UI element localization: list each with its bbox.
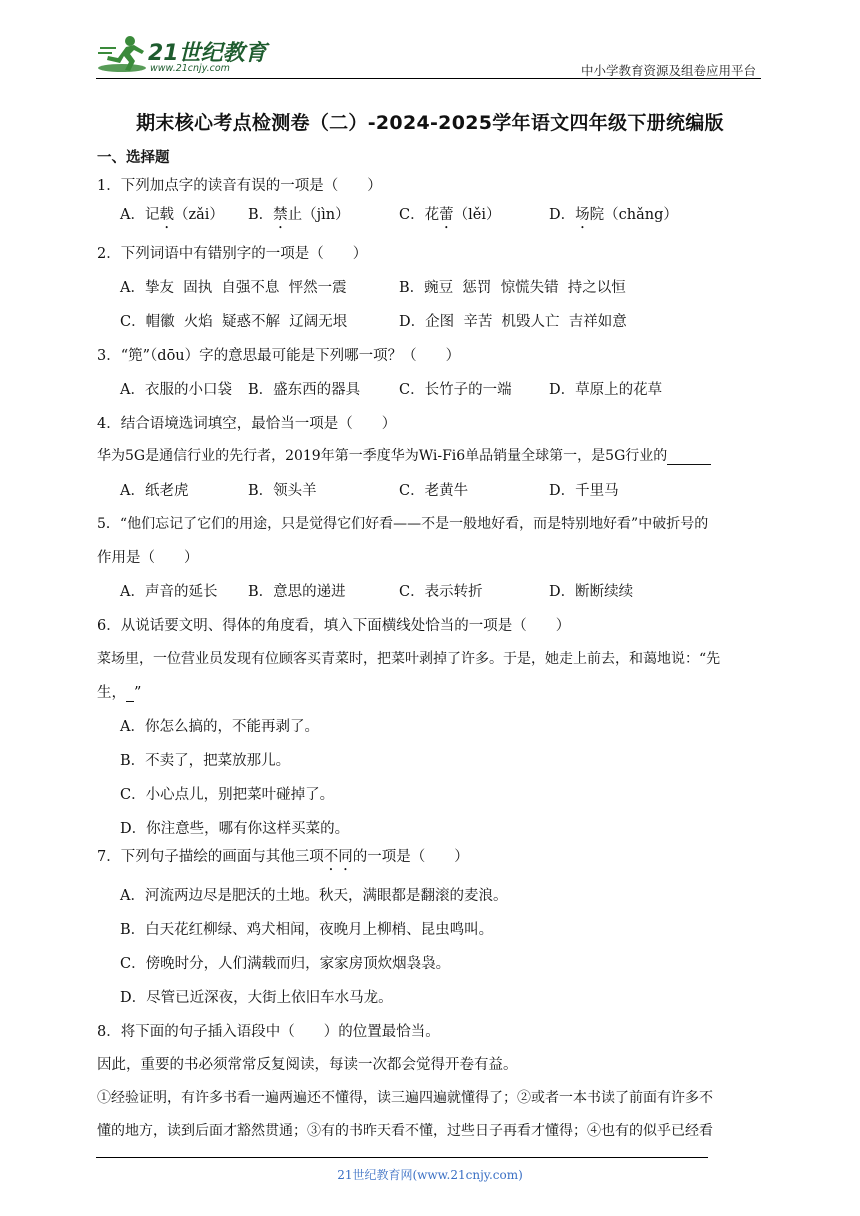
q6-option-b: B．不卖了，把菜放那儿。 (120, 753, 291, 769)
q2-stem: 2．下列词语中有错别字的一项是（ ） (97, 246, 368, 262)
page-title: 期末核心考点检测卷（二）-2024-2025学年语文四年级下册统编版 (136, 112, 724, 134)
emphasis-dot-char: 同 (338, 849, 353, 865)
q1-option-b: B．禁止（jìn） (248, 207, 350, 223)
q4-option-b: B．领头羊 (248, 483, 317, 499)
q5-option-d: D．断断续续 (549, 584, 634, 600)
q7-option-d: D．尽管已近深夜，大街上依旧车水马龙。 (120, 990, 393, 1006)
emphasis-dot-char: 场 (575, 207, 590, 223)
emphasis-dot-char: 载 (159, 207, 174, 223)
q5-stem-line2: 作用是（ ） (97, 550, 199, 566)
q4-option-d: D．千里马 (549, 483, 619, 499)
logo-text: 21世纪教育 (148, 41, 267, 66)
q6-option-a: A．你怎么搞的，不能再剥了。 (120, 719, 319, 735)
q8-sentence: 因此，重要的书必须常常反复阅读，每读一次都会觉得开卷有益。 (97, 1057, 518, 1073)
q8-paragraph-line1: ①经验证明，有许多书看一遍两遍还不懂得，读三遍四遍就懂得了；②或者一本书读了前面有许多不 (97, 1090, 713, 1106)
section-heading: 一、选择题 (97, 150, 170, 166)
footer-divider (96, 1157, 708, 1158)
q5-option-a: A．声音的延长 (120, 584, 218, 600)
emphasis-dot-char: 不 (323, 849, 339, 865)
q3-option-d: D．草原上的花草 (549, 382, 663, 398)
q6-context-line1: 菜场里，一位营业员发现有位顾客买青菜时，把菜叶剥掉了许多。于是，她走上前去，和蔼地说：“先 (97, 651, 721, 667)
q7-option-c: C．傍晚时分，人们满载而归，家家房顶炊烟袅袅。 (120, 956, 451, 972)
q2-option-a: A．挚友 固执 自强不息 怦然一震 (120, 280, 347, 296)
q8-paragraph-line2: 懂的地方，读到后面才豁然贯通；③有的书昨天看不懂，过些日子再看才懂得；④也有的似乎已经看 (97, 1123, 713, 1139)
q7-option-b: B．白天花红柳绿、鸡犬相闻，夜晚月上柳梢、昆虫鸣叫。 (120, 922, 494, 938)
footer-link[interactable]: 21世纪教育网(www.21cnjy.com) (337, 1168, 523, 1182)
header-platform-text: 中小学教育资源及组卷应用平台 (580, 63, 756, 78)
q5-option-c: C．表示转折 (399, 584, 483, 600)
q4-context: 华为5G是通信行业的先行者，2019年第一季度华为Wi-Fi6单品销量全球第一，是5G行业的 (97, 445, 711, 465)
q1-option-d: D．场院（chǎng） (549, 207, 678, 223)
q5-stem-line1: 5．“他们忘记了它们的用途，只是觉得它们好看——不是一般地好看，而是特别地好看”中破折号的 (97, 516, 709, 532)
q4-option-a: A．纸老虎 (120, 483, 189, 499)
fill-blank (126, 687, 134, 702)
emphasis-dot-char: 蕾 (439, 207, 454, 223)
q3-option-b: B．盛东西的器具 (248, 382, 361, 398)
q3-stem: 3．“篼”（dōu）字的意思最可能是下列哪一项？（ ） (97, 348, 461, 364)
q6-option-c: C．小心点儿，别把菜叶碰掉了。 (120, 787, 335, 803)
q3-option-a: A．衣服的小口袋 (120, 382, 232, 398)
q1-stem: 1．下列加点字的读音有误的一项是（ ） (97, 178, 382, 194)
q4-stem: 4．结合语境选词填空，最恰当一项是（ ） (97, 416, 397, 432)
logo-url: www.21cnjy.com (150, 63, 230, 74)
q2-option-d: D．企图 辛苦 机毁人亡 吉祥如意 (399, 314, 627, 330)
q4-option-c: C．老黄牛 (399, 483, 469, 499)
header-divider (96, 78, 761, 79)
emphasis-dot-char: 禁 (273, 207, 288, 223)
q6-context-line2: 生， ” (97, 685, 142, 701)
q7-stem: 7．下列句子描绘的画面与其他三项不同的一项是（ ） (97, 849, 469, 865)
site-logo (96, 34, 266, 78)
q2-option-b: B．豌豆 惩罚 惊慌失错 持之以恒 (399, 280, 626, 296)
fill-blank (667, 450, 711, 465)
q8-stem: 8．将下面的句子插入语段中（ ）的位置最恰当。 (97, 1024, 440, 1040)
q5-option-b: B．意思的递进 (248, 584, 346, 600)
q7-option-a: A．河流两边尽是肥沃的土地。秋天，满眼都是翻滚的麦浪。 (120, 888, 508, 904)
q1-option-a: A．记载（zǎi） (120, 207, 224, 223)
q1-option-c: C．花蕾（lěi） (399, 207, 501, 223)
q6-stem: 6．从说话要文明、得体的角度看，填入下面横线处恰当的一项是（ ） (97, 618, 571, 634)
q3-option-c: C．长竹子的一端 (399, 382, 512, 398)
q6-option-d: D．你注意些，哪有你这样买菜的。 (120, 821, 350, 837)
q2-option-c: C．帽徽 火焰 疑惑不解 辽阔无垠 (120, 314, 348, 330)
